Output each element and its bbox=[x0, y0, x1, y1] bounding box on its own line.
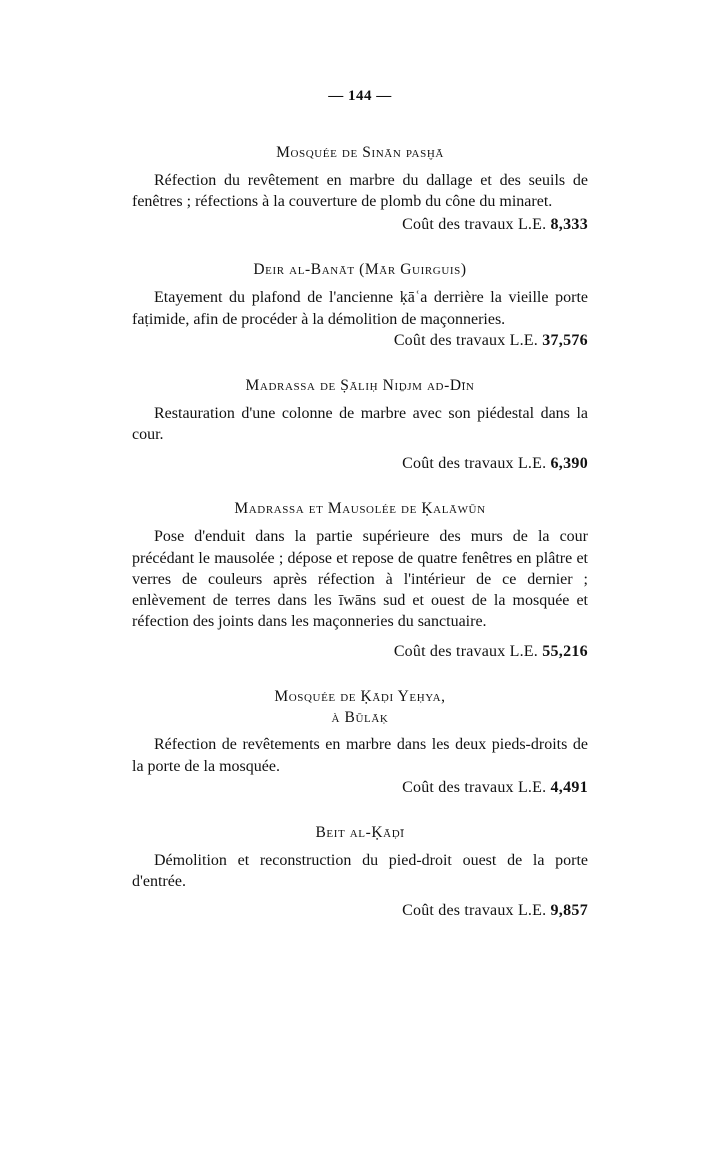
cost-amount: 55,216 bbox=[542, 642, 588, 660]
section-mosquee-kadi-yehya bbox=[132, 687, 588, 797]
cost-amount: 8,333 bbox=[550, 216, 588, 234]
section-cost bbox=[132, 216, 588, 234]
section-cost bbox=[132, 779, 588, 797]
cost-label: Coût des travaux L.E. bbox=[393, 642, 538, 660]
cost-amount: 6,390 bbox=[550, 455, 588, 473]
section-heading: Madrassa et Mausolée de Ḳalāwūn bbox=[234, 500, 486, 518]
section-heading-line1: Mosquée de Ḳāḍi Yeḥya, bbox=[274, 687, 446, 705]
cost-label: Coût des travaux L.E. bbox=[402, 216, 547, 234]
section-heading bbox=[132, 687, 588, 729]
section-madrassa-salih-nidjm-ad-din bbox=[132, 376, 588, 473]
section-cost bbox=[132, 332, 588, 350]
cost-amount: 37,576 bbox=[542, 331, 588, 349]
section-cost bbox=[132, 643, 588, 661]
page-number: — 144 — bbox=[328, 88, 392, 104]
section-body: Etayement du plafond de l'ancienne ḳāʿa derrière la vieille porte faṭimide, afin de procéder à la démolition de maçonneries. bbox=[132, 289, 588, 328]
section-madrassa-mausolee-kalawun bbox=[132, 499, 588, 660]
cost-label: Coût des travaux L.E. bbox=[402, 778, 547, 796]
section-beit-al-kadi bbox=[132, 823, 588, 920]
section-body: Réfection du revêtement en marbre du dallage et des seuils de fenêtres ; réfections à la couverture de plomb du cône du minaret. bbox=[132, 171, 588, 211]
section-cost bbox=[132, 902, 588, 920]
cost-label: Coût des travaux L.E. bbox=[402, 902, 547, 920]
section-body: Démolition et reconstruction du pied-droit ouest de la porte d'entrée. bbox=[132, 851, 588, 891]
section-heading: Mosquée de Sinān pasḫā bbox=[276, 144, 444, 161]
section-deir-al-banat bbox=[132, 260, 588, 349]
section-body: Pose d'enduit dans la partie supérieure des murs de la cour précédant le mausolée ; dépose et repose de quatre fenêtres en plâtre et verres de couleurs après réfection à l'intérieur de ce dernier ; enlèvement de terres dans les īwāns sud et ouest de la mosquée et réfection des joints dans les maçonneries du sanctuaire. bbox=[132, 528, 588, 631]
section-heading: Deir al-Banāt (Mār Guirguis) bbox=[253, 261, 467, 279]
section-cost bbox=[132, 455, 588, 473]
section-body: Réfection de revêtements en marbre dans les deux pieds-droits de la porte de la mosquée. bbox=[132, 736, 588, 775]
section-heading-line2: à Būlāḳ bbox=[331, 708, 389, 726]
document-page bbox=[0, 88, 720, 1170]
cost-amount: 9,857 bbox=[550, 902, 588, 920]
section-heading: Beit al-Ḳāḍī bbox=[315, 823, 405, 841]
cost-amount: 4,491 bbox=[550, 778, 588, 796]
cost-label: Coût des travaux L.E. bbox=[393, 331, 538, 349]
section-heading: Madrassa de Ṣāliḥ Niḏjm ad-Dīn bbox=[245, 376, 475, 394]
cost-label: Coût des travaux L.E. bbox=[402, 455, 547, 473]
page-content bbox=[132, 143, 588, 920]
section-body: Restauration d'une colonne de marbre avec son piédestal dans la cour. bbox=[132, 404, 588, 444]
section-sinan-pasha bbox=[132, 143, 588, 234]
